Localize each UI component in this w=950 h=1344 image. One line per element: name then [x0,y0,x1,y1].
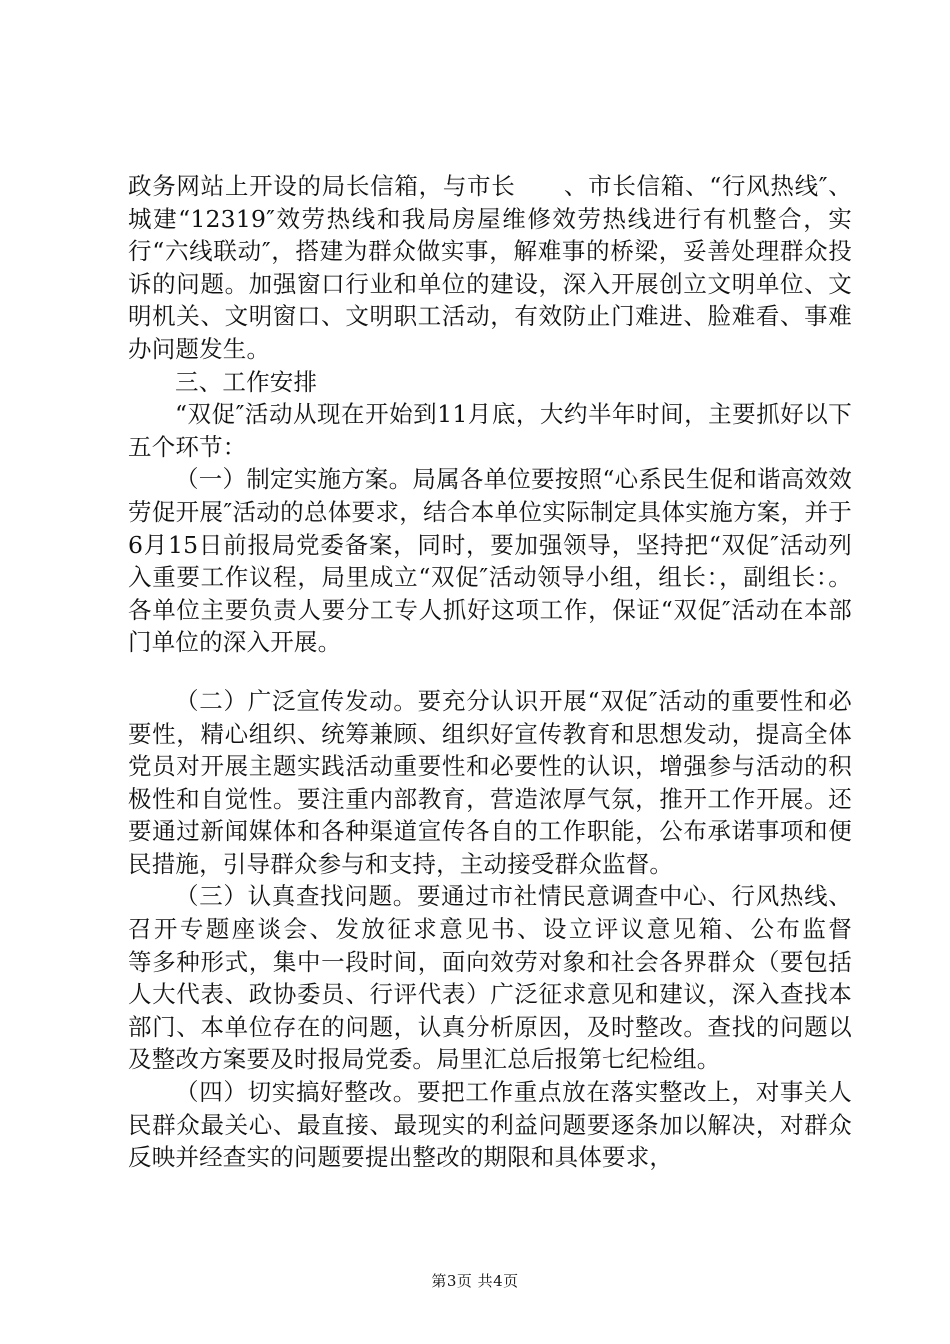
page-number-label: 第3页 共4页 [431,1272,519,1290]
page-footer [0,1271,950,1291]
document-body [128,170,900,1174]
paragraph-step-4-rectification: （四）切实搞好整改。要把工作重点放在落实整改上，对事关人民群众最关心、最直接、最现实的利益问题要逐条加以解决，对群众反映并经查实的问题要提出整改的期限和具体要求， [128,1078,852,1172]
paragraph-activity-timeline: “双促″活动从现在开始到11月底，大约半年时间，主要抓好以下五个环节： [128,400,852,461]
section-heading-work-arrangement: 三、工作安排 [175,367,318,396]
paragraph-step-2-publicity: （二）广泛宣传发动。要充分认识开展“双促″活动的重要性和必要性，精心组织、统筹兼顾、组织好宣传教育和思想发动，提高全体党员对开展主题实践活动重要性和必要性的认识，增强参与活动的积极性和自觉性。要注重内部教育，营造浓厚气氛，推开工作开展。还要通过新闻媒体和各种渠道宣传各自的工作职能，公布承诺事项和便民措施，引导群众参与和支持，主动接受群众监督。 [128,686,852,878]
paragraph-hotline-integration: 政务网站上开设的局长信箱，与市长 、市长信箱、“行风热线″、城建“12319″效劳热线和我局房屋维修效劳热线进行有机整合，实行“六线联动″，搭建为群众做实事，解难事的桥梁，妥善处理群众投诉的问题。加强窗口行业和单位的建设，深入开展创立文明单位、文明机关、文明窗口、文明职工活动，有效防止门难进、脸难看、事难办问题发生。 [128,172,852,363]
paragraph-step-3-find-problems: （三）认真查找问题。要通过市社情民意调查中心、行风热线、召开专题座谈会、发放征求意见书、设立评议意见箱、公布监督 等多种形式，集中一段时间，面向效劳对象和社会各界群众（要包括人大代表、政协委员、行评代表）广泛征求意见和建议，深入查找本部门、本单位存在的问题，认真分析原因，及时整改。查找的问题以及整改方案要及时报局党委。局里汇总后报第七纪检组。 [128,882,900,1074]
paragraph-step-1-implementation-plan: （一）制定实施方案。局属各单位要按照“心系民生促和谐高效效劳促开展″活动的总体要求，结合本单位实际制定具体实施方案，并于6月15日前报局党委备案，同时，要加强领导，坚持把“双促″活动列入重要工作议程，局里成立“双促″活动领导小组，组长：，副组长：。各单位主要负责人要分工专人抓好这项工作，保证“双促″活动在本部门单位的深入开展。 [128,465,852,657]
